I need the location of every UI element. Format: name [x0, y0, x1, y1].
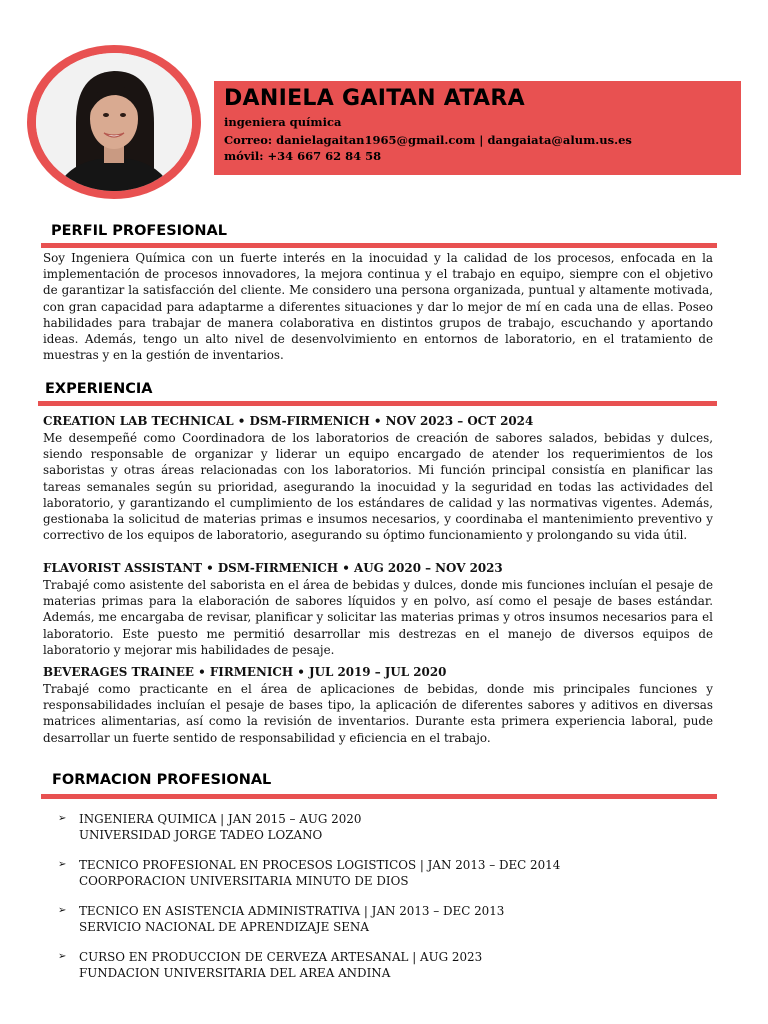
experience-heading: EXPERIENCIA	[45, 381, 153, 397]
education-heading: FORMACION PROFESIONAL	[52, 772, 272, 788]
job-heading-3: BEVERAGES TRAINEE • FIRMENICH • JUL 2019 – JUL 2020	[43, 665, 447, 679]
profile-rule	[41, 243, 717, 248]
arrow-bullet-icon: ➢	[58, 951, 67, 962]
profile-photo	[36, 53, 192, 191]
candidate-name: DANIELA GAITAN ATARA	[224, 86, 525, 111]
education-item-title: TECNICO PROFESIONAL EN PROCESOS LOGISTICOS | JAN 2013 – DEC 2014	[79, 858, 561, 872]
portrait-image	[36, 53, 192, 191]
education-item-title: CURSO EN PRODUCCION DE CERVEZA ARTESANAL | AUG 2023	[79, 950, 483, 964]
education-item-institution: UNIVERSIDAD JORGE TADEO LOZANO	[79, 828, 323, 842]
education-item-title: INGENIERA QUIMICA | JAN 2015 – AUG 2020	[79, 812, 362, 826]
arrow-bullet-icon: ➢	[58, 905, 67, 916]
arrow-bullet-icon: ➢	[58, 859, 67, 870]
job-text-1: Me desempeñé como Coordinadora de los laboratorios de creación de sabores salados, bebidas y dulces, siendo responsable de organizar y liderar un equipo encargado de atender los requerimientos de los saboristas y otras áreas relacionadas con los laboratorios. Mi función principal consistía en planificar las tareas semanales según su prioridad, asegurando la inocuidad y la seguridad en todas las actividades del laboratorio, y garantizando el cumplimiento de los estándares de calidad y las normativas vigentes. Además, gestionaba la solicitud de materias primas e insumos necesarios, y coordinaba el mantenimiento preventivo y correctivo de los equipos de laboratorio, asegurando su óptimo funcionamiento y prolongando su vida útil.	[43, 431, 713, 543]
job-heading-2: FLAVORIST ASSISTANT • DSM-FIRMENICH • AUG 2020 – NOV 2023	[43, 561, 503, 575]
experience-rule	[38, 401, 717, 406]
education-item-institution: SERVICIO NACIONAL DE APRENDIZAJE SENA	[79, 920, 369, 934]
job-text-3: Trabajé como practicante en el área de aplicaciones de bebidas, donde mis principales funciones y responsabilidades incluían el pesaje de bases tipo, la aplicación de diferentes sabores y aditivos en diversas matrices alimentarias, así como la revisión de inventarios. Durante esta primera experiencia laboral, pude desarrollar un fuerte sentido de responsabilidad y eficiencia en el trabajo.	[43, 682, 713, 745]
contact-email: Correo: danielagaitan1965@gmail.com | dangaiata@alum.us.es	[224, 133, 632, 147]
contact-phone: móvil: +34 667 62 84 58	[224, 149, 382, 163]
candidate-role: ingeniera química	[224, 115, 342, 129]
education-rule	[41, 794, 717, 799]
profile-heading: PERFIL PROFESIONAL	[51, 223, 227, 239]
arrow-bullet-icon: ➢	[58, 813, 67, 824]
education-item-institution: COORPORACION UNIVERSITARIA MINUTO DE DIOS	[79, 874, 409, 888]
job-text-2: Trabajé como asistente del saborista en el área de bebidas y dulces, donde mis funciones incluían el pesaje de materias primas para la elaboración de sabores líquidos y en polvo, así como el pesaje de bases estándar. Además, me encargaba de revisar, planificar y solicitar las materias primas y otros insumos necesarios para el laboratorio. Este puesto me permitió desarrollar mis destrezas en el manejo de diversos equipos de laboratorio y mejorar mis habilidades de pesaje.	[43, 578, 713, 657]
profile-text: Soy Ingeniera Química con un fuerte interés en la inocuidad y la calidad de los procesos, enfocada en la implementación de procesos innovadores, la mejora continua y el trabajo en equipo, siempre con el objetivo de garantizar la satisfacción del cliente. Me considero una persona organizada, puntual y altamente motivada, con gran capacidad para adaptarme a diferentes situaciones y dar lo mejor de mí en cada una de ellas. Poseo habilidades para trabajar de manera colaborativa en distintos grupos de trabajo, escuchando y aportando ideas. Además, tengo un alto nivel de desenvolvimiento en entornos de laboratorio, en el tratamiento de muestras y en la gestión de inventarios.	[43, 251, 713, 363]
job-heading-1: CREATION LAB TECHNICAL • DSM-FIRMENICH • NOV 2023 – OCT 2024	[43, 414, 534, 428]
education-item-title: TECNICO EN ASISTENCIA ADMINISTRATIVA | JAN 2013 – DEC 2013	[79, 904, 505, 918]
education-item-institution: FUNDACION UNIVERSITARIA DEL AREA ANDINA	[79, 966, 391, 980]
